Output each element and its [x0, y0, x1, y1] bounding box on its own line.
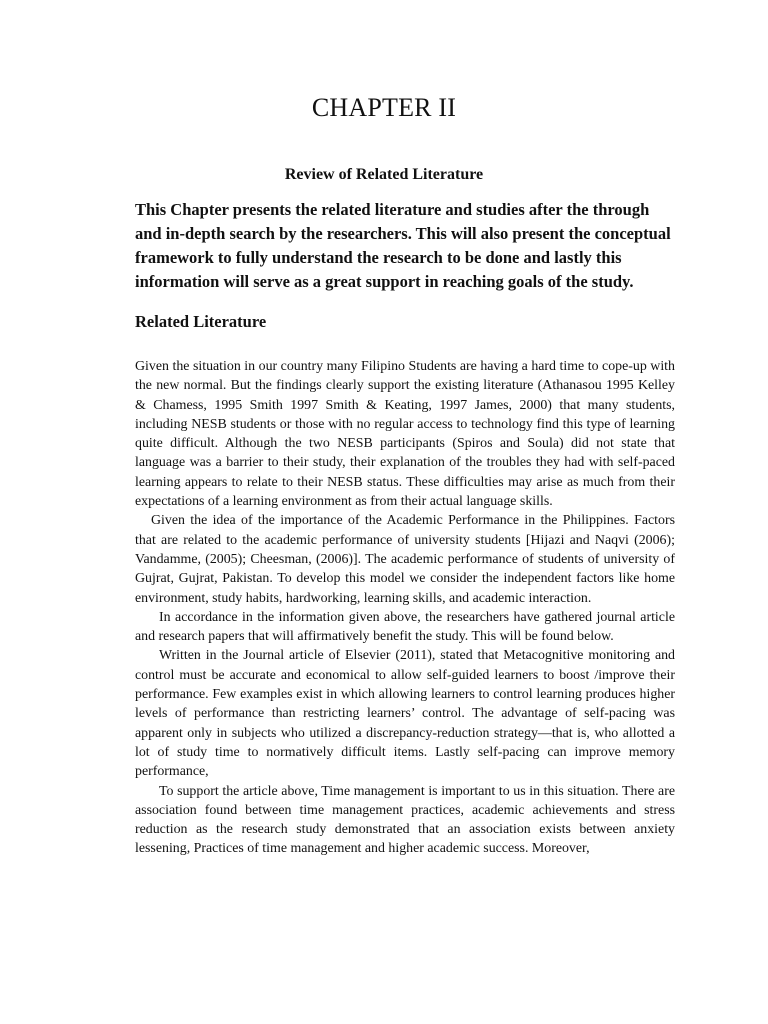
- related-literature-heading: Related Literature: [135, 312, 267, 331]
- intro-paragraph: This Chapter presents the related literature and studies after the through and in-depth search by the researchers. This will also present the conceptual framework to fully understand the research to be done and lastly this information will serve as a great support in reaching goals of the study.: [135, 200, 671, 291]
- chapter-title: CHAPTER II: [311, 93, 457, 122]
- section-title: Review of Related Literature: [284, 166, 484, 183]
- body-paragraph-2: Given the idea of the importance of the Academic Performance in the Philippines. Factors that are related to the academic performance of university students [Hijazi and Naqvi (2006); Vandamme, (2005); Cheesman, (2006)]. The academic performance of students of university of Gujrat, Gujrat, Pakistan. To develop this model we consider the independent factors like home environment, study habits, hardworking, learning skills, and academic interaction.: [135, 513, 675, 606]
- body-paragraph-3: In accordance in the information given above, the researchers have gathered journal article and research papers that will affirmatively benefit the study. This will be found below.: [135, 609, 675, 645]
- body-paragraph-1: Given the situation in our country many Filipino Students are having a hard time to cope-up with the new normal. But the findings clearly support the existing literature (Athanasou 1995 Kelley & Chamess, 1995 Smith 1997 Smith & Keating, 1997 James, 2000) that many students, including NESB students or those with no regular access to technology find this type of learning quite difficult. Although the two NESB participants (Spiros and Soula) did not state that language was a barrier to their study, their explanation of the troubles they had with self-paced learning appears to relate to their NESB status. These difficulties may arise as much from their expectations of a learning environment as from their actual language skills.: [135, 359, 675, 510]
- body-text: [135, 357, 675, 859]
- body-paragraph-4: Written in the Journal article of Elsevier (2011), stated that Metacognitive monitoring and control must be accurate and economical to allow self-guided learners to boost /improve their performance. Few examples exist in which allowing learners to control learning produces higher levels of performance than restricting learners’ control. The advantage of self-pacing was apparent only in subjects who utilized a discrepancy-reduction strategy—that is, who allotted a lot of study time to normatively difficult items. Lastly self-pacing can improve memory performance,: [135, 648, 675, 780]
- body-paragraph-5: To support the article above, Time management is important to us in this situation. There are association found between time management practices, academic achievements and stress reduction as the research study demonstrated that an association exists between anxiety lessening, Practices of time management and higher academic success. Moreover,: [135, 783, 675, 857]
